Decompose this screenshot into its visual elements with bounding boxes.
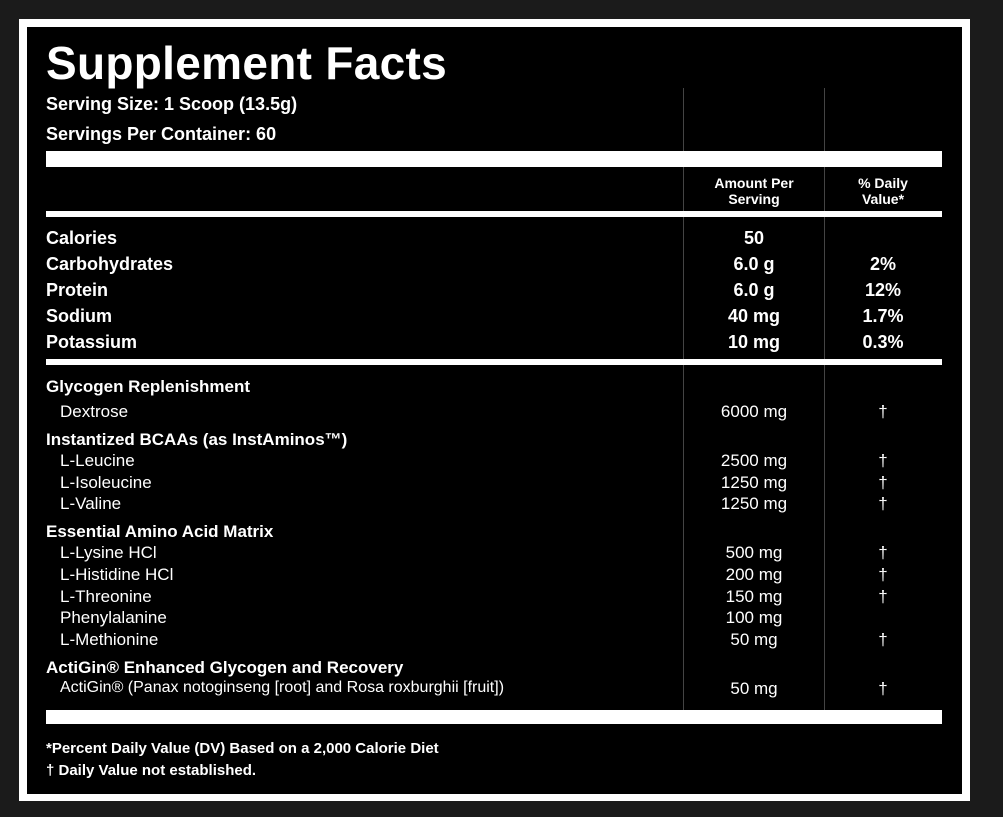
serving-size: Serving Size: 1 Scoop (13.5g)	[46, 94, 298, 114]
ingredient-amount: 6000 mg	[720, 402, 788, 421]
section-heading: Essential Amino Acid Matrix	[46, 522, 274, 541]
nutrient-amount: 50	[743, 228, 765, 248]
nutrient-dv: 0.3%	[862, 332, 904, 352]
nutrient-dv: 1.7%	[862, 306, 904, 326]
ingredient-name: L-Methionine	[60, 630, 159, 649]
ingredient-name: ActiGin® (Panax notoginseng [root] and Rosa roxburghii [fruit])	[60, 679, 505, 696]
ingredient-name: L-Lysine HCl	[60, 543, 157, 562]
ingredient-dv: †	[878, 451, 888, 470]
nutrient-name: Calories	[46, 228, 118, 248]
ingredient-amount: 200 mg	[725, 565, 783, 584]
ingredient-amount: 100 mg	[725, 608, 783, 627]
ingredient-dv: †	[878, 543, 888, 562]
thick-divider-bottom	[46, 710, 942, 724]
nutrient-dv: 2%	[869, 254, 896, 274]
ingredient-name: L-Valine	[60, 494, 122, 513]
nutrient-name: Carbohydrates	[46, 254, 174, 274]
section-heading: Instantized BCAAs (as InstAminos™)	[46, 430, 348, 449]
nutrient-name: Sodium	[46, 306, 112, 326]
section-heading: Glycogen Replenishment	[46, 377, 251, 396]
ingredient-name: Dextrose	[60, 402, 129, 421]
label-title: Supplement Facts	[46, 37, 447, 89]
amount-header-line1: Amount Per	[714, 175, 794, 191]
footnote-dagger: † Daily Value not established.	[46, 762, 257, 779]
ingredient-name: L-Isoleucine	[60, 473, 152, 492]
amount-column-header	[684, 175, 824, 207]
dv-header-line2: Value*	[861, 191, 905, 207]
ingredient-name: L-Histidine HCl	[60, 565, 174, 584]
ingredient-amount: 1250 mg	[720, 473, 788, 492]
ingredient-dv: †	[878, 587, 888, 606]
servings-per-container: Servings Per Container: 60	[46, 124, 277, 144]
nutrient-amount: 40 mg	[727, 306, 781, 326]
ingredient-amount: 2500 mg	[720, 451, 788, 470]
nutrient-name: Potassium	[46, 332, 138, 352]
ingredient-amount: 150 mg	[725, 587, 783, 606]
ingredient-dv: †	[878, 565, 888, 584]
nutrient-name: Protein	[46, 280, 109, 300]
ingredient-dv: †	[878, 473, 888, 492]
ingredient-amount: 50 mg	[730, 679, 778, 698]
ingredient-name: Phenylalanine	[60, 608, 167, 627]
ingredient-name: L-Threonine	[60, 587, 152, 606]
thick-divider-top	[46, 151, 942, 167]
divider-after-nutrients	[46, 359, 942, 365]
ingredient-name: L-Leucine	[60, 451, 135, 470]
ingredient-amount: 1250 mg	[720, 494, 788, 513]
section-heading: ActiGin® Enhanced Glycogen and Recovery	[46, 658, 404, 677]
ingredient-dv: †	[878, 494, 888, 513]
ingredient-dv: †	[878, 630, 888, 649]
nutrient-amount: 10 mg	[727, 332, 781, 352]
ingredient-amount: 500 mg	[725, 543, 783, 562]
nutrient-amount: 6.0 g	[733, 280, 775, 300]
nutrient-amount: 6.0 g	[733, 254, 775, 274]
footnote-daily-value: *Percent Daily Value (DV) Based on a 2,000 Calorie Diet	[46, 740, 439, 757]
ingredient-dv: †	[878, 402, 888, 421]
nutrient-dv: 12%	[864, 280, 902, 300]
ingredient-amount: 50 mg	[730, 630, 778, 649]
ingredient-dv: †	[878, 679, 888, 698]
dv-column-header	[825, 175, 941, 207]
amount-header-line2: Serving	[728, 191, 780, 207]
dv-header-line1: % Daily	[858, 175, 908, 191]
divider-after-header	[46, 211, 942, 217]
